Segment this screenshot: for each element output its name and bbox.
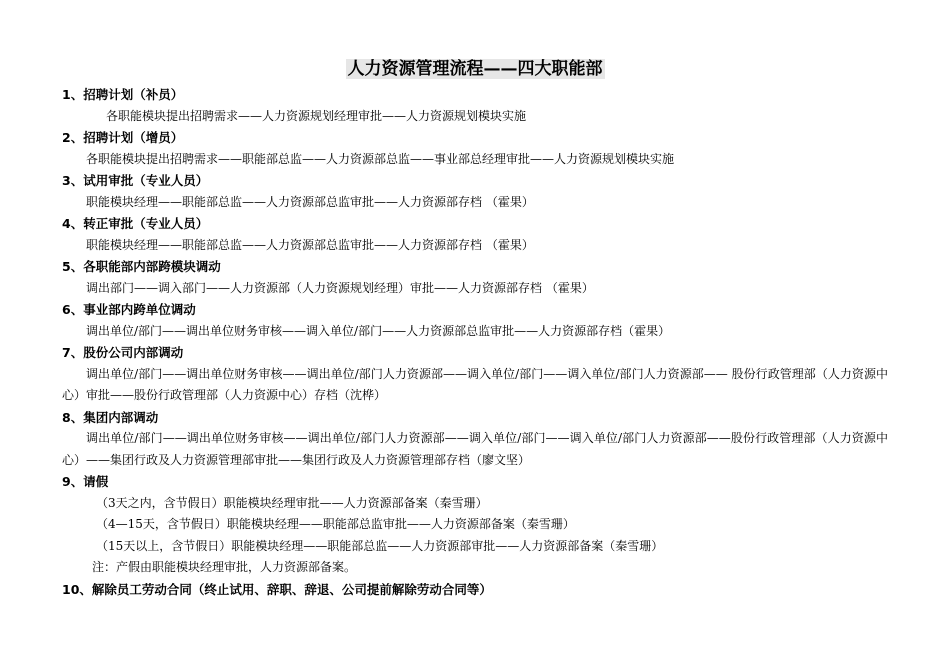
page-title — [0, 58, 950, 80]
section-line: 各职能模块提出招聘需求——职能部总监——人力资源部总监——事业部总经理审批——人力资源规划模块实施 — [86, 151, 675, 166]
section-heading: 9、请假 — [62, 474, 109, 489]
section-line: 各职能模块提出招聘需求——人力资源规划经理审批——人力资源规划模块实施 — [106, 108, 527, 123]
document-body — [62, 84, 888, 600]
section-heading: 3、试用审批（专业人员） — [62, 173, 209, 188]
section-paragraph: 调出单位/部门——调出单位财务审核——调出单位/部门人力资源部——调入单位/部门——调入单位/部门人力资源部—— 股份行政管理部（人力资源中心）审批——股份行政管理部（人力资源中心）存档（沈桦） — [62, 366, 888, 402]
section-line: 职能模块经理——职能部总监——人力资源部总监审批——人力资源部存档 （霍果） — [86, 194, 534, 209]
section-heading: 7、股份公司内部调动 — [62, 345, 184, 360]
section-line: 调出部门——调入部门——人力资源部（人力资源规划经理）审批——人力资源部存档 （霍果） — [86, 280, 594, 295]
leave-item: （3天之内，含节假日）职能模块经理审批——人力资源部备案（秦雪珊） — [96, 495, 488, 510]
leave-note: 注：产假由职能模块经理审批，人力资源部备案。 — [92, 560, 357, 574]
section-heading: 2、招聘计划（增员） — [62, 130, 184, 145]
page-title-text: 人力资源管理流程——四大职能部 — [347, 59, 603, 79]
section-paragraph: 调出单位/部门——调出单位财务审核——调出单位/部门人力资源部——调入单位/部门——调入单位/部门人力资源部——股份行政管理部（人力资源中心）——集团行政及人力资源管理部审批——集团行政及人力资源管理部存档（廖文坚） — [62, 431, 888, 467]
section-heading: 10、解除员工劳动合同（终止试用、辞职、辞退、公司提前解除劳动合同等） — [62, 581, 492, 597]
leave-item: （4—15天，含节假日）职能模块经理——职能部总监审批——人力资源部备案（秦雪珊） — [96, 517, 575, 531]
section-line: 调出单位/部门——调出单位财务审核——调入单位/部门——人力资源部总监审批——人力资源部存档（霍果） — [86, 323, 671, 338]
section-line: 职能模块经理——职能部总监——人力资源部总监审批——人力资源部存档 （霍果） — [86, 237, 534, 252]
section-heading: 5、各职能部内部跨模块调动 — [62, 259, 221, 274]
section-heading: 1、招聘计划（补员） — [62, 87, 184, 102]
section-heading: 4、转正审批（专业人员） — [62, 216, 209, 231]
section-heading: 6、事业部内跨单位调动 — [62, 302, 196, 317]
section-heading: 8、集团内部调动 — [62, 409, 159, 425]
leave-item: （15天以上，含节假日）职能模块经理——职能部总监——人力资源部审批——人力资源部备案（秦雪珊） — [96, 538, 664, 553]
